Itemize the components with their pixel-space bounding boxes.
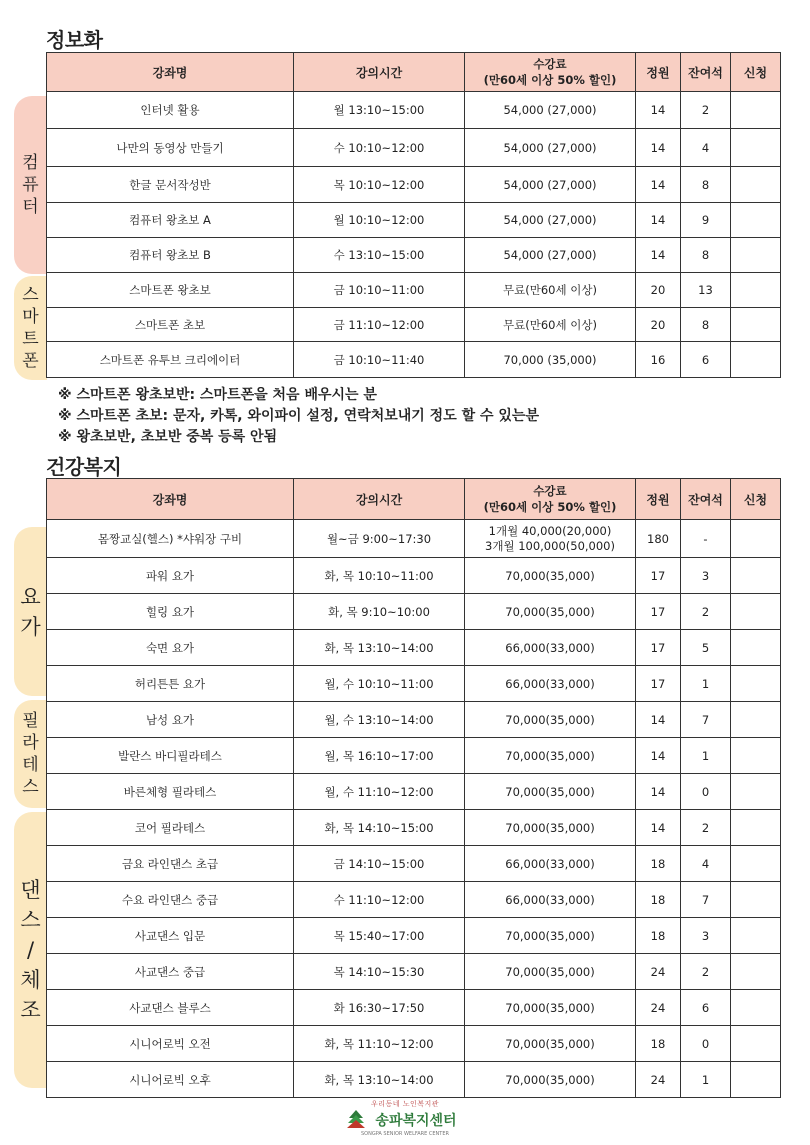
notes <box>58 385 539 448</box>
course-time: 월, 수 10:10~11:00 <box>294 666 465 702</box>
category-yoga: 요 가 <box>14 527 47 696</box>
course-name: 몸짱교실(헬스) *샤워장 구비 <box>47 520 294 558</box>
apply-cell[interactable] <box>731 1062 781 1098</box>
category-pilates: 필 라 테 스 <box>14 700 47 808</box>
course-remaining: 1 <box>681 1062 731 1098</box>
apply-cell[interactable] <box>731 92 781 129</box>
course-remaining: 1 <box>681 666 731 702</box>
course-remaining: 5 <box>681 630 731 666</box>
course-remaining: 8 <box>681 308 731 342</box>
course-capacity: 18 <box>636 1026 681 1062</box>
apply-cell[interactable] <box>731 846 781 882</box>
table-row <box>47 167 781 203</box>
course-remaining: 2 <box>681 954 731 990</box>
course-remaining: 4 <box>681 846 731 882</box>
category-dance-exercise: 댄 스 / 체 조 <box>14 812 47 1088</box>
course-capacity: 14 <box>636 129 681 167</box>
header-apply: 신청 <box>731 53 781 92</box>
course-time: 금 14:10~15:00 <box>294 846 465 882</box>
course-fee: 70,000(35,000) <box>465 774 636 810</box>
course-capacity: 14 <box>636 738 681 774</box>
course-capacity: 20 <box>636 308 681 342</box>
course-time: 목 14:10~15:30 <box>294 954 465 990</box>
course-fee: 66,000(33,000) <box>465 630 636 666</box>
course-name: 숙면 요가 <box>47 630 294 666</box>
header-course: 강좌명 <box>47 53 294 92</box>
course-remaining: 0 <box>681 774 731 810</box>
welfare-center-logo <box>340 1099 470 1139</box>
note-item: ※ 스마트폰 왕초보반: 스마트폰을 처음 배우시는 분 <box>58 387 377 403</box>
note-item: ※ 왕초보반, 초보반 중복 등록 안됨 <box>58 429 278 445</box>
table-row <box>47 738 781 774</box>
course-remaining: 9 <box>681 203 731 238</box>
course-remaining: - <box>681 520 731 558</box>
course-fee: 66,000(33,000) <box>465 846 636 882</box>
course-capacity: 14 <box>636 702 681 738</box>
apply-cell[interactable] <box>731 308 781 342</box>
course-time: 화, 목 10:10~11:00 <box>294 558 465 594</box>
course-fee: 70,000 (35,000) <box>465 342 636 378</box>
course-fee: 54,000 (27,000) <box>465 167 636 203</box>
header-fee: 수강료 (만60세 이상 50% 할인) <box>465 53 636 92</box>
course-capacity: 14 <box>636 238 681 273</box>
table-header-row <box>47 479 781 520</box>
table-row <box>47 129 781 167</box>
course-fee: 70,000(35,000) <box>465 954 636 990</box>
course-name: 인터넷 활용 <box>47 92 294 129</box>
course-time: 화, 목 13:10~14:00 <box>294 630 465 666</box>
category-computer: 컴 퓨 터 <box>14 96 47 274</box>
table-row <box>47 990 781 1026</box>
course-name: 사교댄스 중급 <box>47 954 294 990</box>
tree-logo-icon <box>346 1109 366 1129</box>
course-capacity: 24 <box>636 954 681 990</box>
note-item: ※ 스마트폰 초보: 문자, 카톡, 와이파이 설정, 연락처보내기 정도 할 수 있는분 <box>58 408 539 424</box>
course-name: 컴퓨터 왕초보 A <box>47 203 294 238</box>
course-name: 한글 문서작성반 <box>47 167 294 203</box>
course-time: 금 11:10~12:00 <box>294 308 465 342</box>
course-name: 컴퓨터 왕초보 B <box>47 238 294 273</box>
header-apply: 신청 <box>731 479 781 520</box>
section-title-health: 건강복지 <box>46 455 122 479</box>
header-capacity: 정원 <box>636 53 681 92</box>
table-row <box>47 810 781 846</box>
course-remaining: 3 <box>681 558 731 594</box>
logo-tagline: 우리동네 노인복지관 <box>370 1100 440 1108</box>
header-remaining: 잔여석 <box>681 479 731 520</box>
course-time: 월, 목 16:10~17:00 <box>294 738 465 774</box>
table-row <box>47 666 781 702</box>
table-row <box>47 308 781 342</box>
apply-cell[interactable] <box>731 702 781 738</box>
section-title-info: 정보화 <box>46 28 103 52</box>
apply-cell[interactable] <box>731 666 781 702</box>
course-capacity: 18 <box>636 846 681 882</box>
course-remaining: 8 <box>681 238 731 273</box>
course-time: 목 15:40~17:00 <box>294 918 465 954</box>
apply-cell[interactable] <box>731 342 781 378</box>
course-time: 수 10:10~12:00 <box>294 129 465 167</box>
table-row <box>47 846 781 882</box>
course-time: 수 11:10~12:00 <box>294 882 465 918</box>
course-capacity: 17 <box>636 558 681 594</box>
table-row <box>47 594 781 630</box>
course-fee: 70,000(35,000) <box>465 594 636 630</box>
course-fee: 70,000(35,000) <box>465 918 636 954</box>
header-remaining: 잔여석 <box>681 53 731 92</box>
table-row <box>47 702 781 738</box>
course-name: 스마트폰 유투브 크리에이터 <box>47 342 294 378</box>
apply-cell[interactable] <box>731 167 781 203</box>
apply-cell[interactable] <box>731 238 781 273</box>
course-fee: 70,000(35,000) <box>465 1026 636 1062</box>
apply-cell[interactable] <box>731 810 781 846</box>
course-remaining: 6 <box>681 990 731 1026</box>
apply-cell[interactable] <box>731 129 781 167</box>
course-fee: 66,000(33,000) <box>465 666 636 702</box>
course-capacity: 14 <box>636 167 681 203</box>
course-name: 스마트폰 초보 <box>47 308 294 342</box>
course-remaining: 1 <box>681 738 731 774</box>
course-fee: 70,000(35,000) <box>465 702 636 738</box>
course-fee: 54,000 (27,000) <box>465 203 636 238</box>
health-course-table <box>46 478 781 1098</box>
course-fee: 54,000 (27,000) <box>465 238 636 273</box>
course-name: 나만의 동영상 만들기 <box>47 129 294 167</box>
table-row <box>47 342 781 378</box>
course-capacity: 20 <box>636 273 681 308</box>
course-fee: 1개월 40,000(20,000) 3개월 100,000(50,000) <box>465 520 636 558</box>
table-row <box>47 1026 781 1062</box>
course-fee: 무료(만60세 이상) <box>465 308 636 342</box>
course-fee: 70,000(35,000) <box>465 738 636 774</box>
apply-cell[interactable] <box>731 630 781 666</box>
logo-footer: SONGPA SENIOR WELFARE CENTER <box>360 1131 449 1137</box>
logo-name: 송파복지센터 <box>375 1113 457 1129</box>
course-time: 금 10:10~11:00 <box>294 273 465 308</box>
category-smartphone: 스 마 트 폰 <box>14 276 47 380</box>
course-remaining: 13 <box>681 273 731 308</box>
apply-cell[interactable] <box>731 594 781 630</box>
apply-cell[interactable] <box>731 918 781 954</box>
course-name: 사교댄스 블루스 <box>47 990 294 1026</box>
table-row <box>47 882 781 918</box>
course-name: 사교댄스 입문 <box>47 918 294 954</box>
course-capacity: 180 <box>636 520 681 558</box>
header-time: 강의시간 <box>294 479 465 520</box>
course-name: 발란스 바디필라테스 <box>47 738 294 774</box>
course-fee: 54,000 (27,000) <box>465 129 636 167</box>
apply-cell[interactable] <box>731 1026 781 1062</box>
course-remaining: 6 <box>681 342 731 378</box>
course-time: 화, 목 11:10~12:00 <box>294 1026 465 1062</box>
course-remaining: 3 <box>681 918 731 954</box>
apply-cell[interactable] <box>731 520 781 558</box>
table-row <box>47 203 781 238</box>
apply-cell[interactable] <box>731 203 781 238</box>
course-time: 금 10:10~11:40 <box>294 342 465 378</box>
apply-cell[interactable] <box>731 954 781 990</box>
table-row <box>47 520 781 558</box>
course-time: 월 13:10~15:00 <box>294 92 465 129</box>
course-name: 시니어로빅 오전 <box>47 1026 294 1062</box>
table-row <box>47 558 781 594</box>
table-row <box>47 238 781 273</box>
course-remaining: 2 <box>681 594 731 630</box>
table-row <box>47 273 781 308</box>
apply-cell[interactable] <box>731 882 781 918</box>
course-time: 화, 목 13:10~14:00 <box>294 1062 465 1098</box>
course-remaining: 2 <box>681 810 731 846</box>
course-capacity: 24 <box>636 990 681 1026</box>
course-time: 월, 수 13:10~14:00 <box>294 702 465 738</box>
apply-cell[interactable] <box>731 738 781 774</box>
course-fee: 70,000(35,000) <box>465 1062 636 1098</box>
course-name: 금요 라인댄스 초급 <box>47 846 294 882</box>
header-time: 강의시간 <box>294 53 465 92</box>
course-capacity: 24 <box>636 1062 681 1098</box>
course-remaining: 2 <box>681 92 731 129</box>
course-time: 화, 목 14:10~15:00 <box>294 810 465 846</box>
course-time: 월 10:10~12:00 <box>294 203 465 238</box>
course-fee: 54,000 (27,000) <box>465 92 636 129</box>
course-remaining: 4 <box>681 129 731 167</box>
course-capacity: 17 <box>636 666 681 702</box>
course-capacity: 18 <box>636 918 681 954</box>
course-name: 스마트폰 왕초보 <box>47 273 294 308</box>
course-remaining: 0 <box>681 1026 731 1062</box>
course-time: 화, 목 9:10~10:00 <box>294 594 465 630</box>
course-capacity: 14 <box>636 92 681 129</box>
course-fee: 무료(만60세 이상) <box>465 273 636 308</box>
apply-cell[interactable] <box>731 774 781 810</box>
course-remaining: 7 <box>681 882 731 918</box>
table-row <box>47 92 781 129</box>
apply-cell[interactable] <box>731 273 781 308</box>
course-name: 바른체형 필라테스 <box>47 774 294 810</box>
course-time: 월~금 9:00~17:30 <box>294 520 465 558</box>
header-capacity: 정원 <box>636 479 681 520</box>
course-name: 파워 요가 <box>47 558 294 594</box>
course-name: 수요 라인댄스 중급 <box>47 882 294 918</box>
header-fee: 수강료 (만60세 이상 50% 할인) <box>465 479 636 520</box>
course-fee: 70,000(35,000) <box>465 990 636 1026</box>
course-name: 허리튼튼 요가 <box>47 666 294 702</box>
header-course: 강좌명 <box>47 479 294 520</box>
course-capacity: 18 <box>636 882 681 918</box>
info-course-table <box>46 52 781 378</box>
table-row <box>47 774 781 810</box>
course-fee: 66,000(33,000) <box>465 882 636 918</box>
course-time: 수 13:10~15:00 <box>294 238 465 273</box>
course-remaining: 8 <box>681 167 731 203</box>
course-name: 남성 요가 <box>47 702 294 738</box>
course-fee: 70,000(35,000) <box>465 558 636 594</box>
table-row <box>47 918 781 954</box>
apply-cell[interactable] <box>731 990 781 1026</box>
course-capacity: 14 <box>636 810 681 846</box>
course-capacity: 17 <box>636 594 681 630</box>
course-time: 월, 수 11:10~12:00 <box>294 774 465 810</box>
course-capacity: 14 <box>636 203 681 238</box>
apply-cell[interactable] <box>731 558 781 594</box>
table-row <box>47 954 781 990</box>
course-name: 시니어로빅 오후 <box>47 1062 294 1098</box>
course-capacity: 14 <box>636 774 681 810</box>
course-name: 힐링 요가 <box>47 594 294 630</box>
course-remaining: 7 <box>681 702 731 738</box>
course-capacity: 16 <box>636 342 681 378</box>
course-capacity: 17 <box>636 630 681 666</box>
table-row <box>47 630 781 666</box>
table-header-row <box>47 53 781 92</box>
course-fee: 70,000(35,000) <box>465 810 636 846</box>
table-row <box>47 1062 781 1098</box>
course-time: 화 16:30~17:50 <box>294 990 465 1026</box>
course-time: 목 10:10~12:00 <box>294 167 465 203</box>
course-name: 코어 필라테스 <box>47 810 294 846</box>
